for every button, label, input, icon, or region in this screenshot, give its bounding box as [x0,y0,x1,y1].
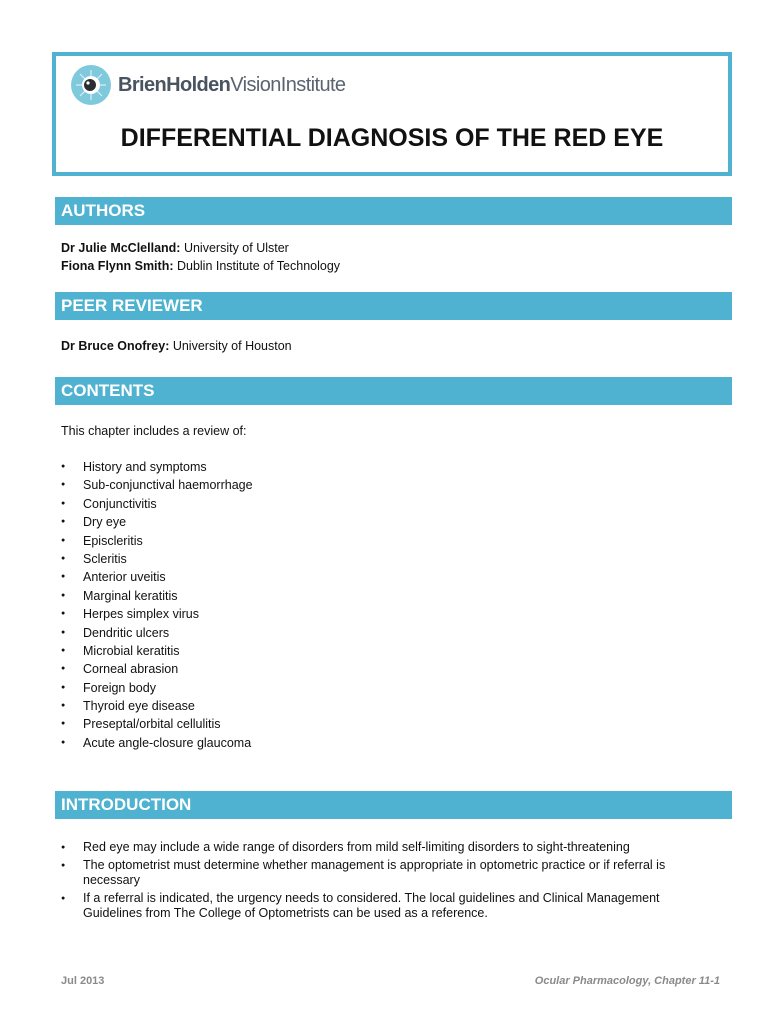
list-item: ● Episcleritis [61,532,253,550]
list-item: ● Conjunctivitis [61,495,253,513]
list-item: ● Herpes simplex virus [61,605,253,623]
list-item: ● Marginal keratitis [61,587,253,605]
list-item: ● Acute angle-closure glaucoma [61,734,253,752]
list-item: ● Anterior uveitis [61,568,253,586]
institute-logo [70,64,345,106]
introduction-heading: INTRODUCTION [55,791,732,819]
contents-intro: This chapter includes a review of: [61,424,247,438]
list-item: ● Preseptal/orbital cellulitis [61,715,253,733]
footer-date: Jul 2013 [61,975,105,987]
peer-reviewer-line: Dr Bruce Onofrey: University of Houston [61,339,292,353]
list-item: ● Dendritic ulcers [61,624,253,642]
list-item: ● Foreign body [61,679,253,697]
list-item: ● Sub-conjunctival haemorrhage [61,476,253,494]
contents-heading: CONTENTS [55,377,732,405]
list-item: ● The optometrist must determine whether management is appropriate in optometric practice or if referral is necessary [61,858,701,888]
header-box [52,52,732,176]
peer-reviewer-heading: PEER REVIEWER [55,292,732,320]
document-title: DIFFERENTIAL DIAGNOSIS OF THE RED EYE [120,124,664,152]
contents-list [61,458,253,752]
authors-heading: AUTHORS [55,197,732,225]
list-item: ● Red eye may include a wide range of disorders from mild self-limiting disorders to sight-threatening [61,840,701,855]
list-item: ● Scleritis [61,550,253,568]
list-item: ● History and symptoms [61,458,253,476]
eye-logo-icon [70,64,112,106]
list-item: ● Corneal abrasion [61,660,253,678]
logo-wordmark: BrienHoldenVisionInstitute [118,73,346,96]
list-item: ● If a referral is indicated, the urgency needs to considered. The local guidelines and Clinical Management Guidelines from The College of Optometrists can be used as a reference. [61,891,701,921]
introduction-list [61,840,701,924]
author-line: Fiona Flynn Smith: Dublin Institute of Technology [61,259,341,273]
footer-chapter: Ocular Pharmacology, Chapter 11-1 [534,975,720,987]
list-item: ● Microbial keratitis [61,642,253,660]
list-item: ● Dry eye [61,513,253,531]
list-item: ● Thyroid eye disease [61,697,253,715]
author-line: Dr Julie McClelland: University of Ulster [61,241,289,255]
